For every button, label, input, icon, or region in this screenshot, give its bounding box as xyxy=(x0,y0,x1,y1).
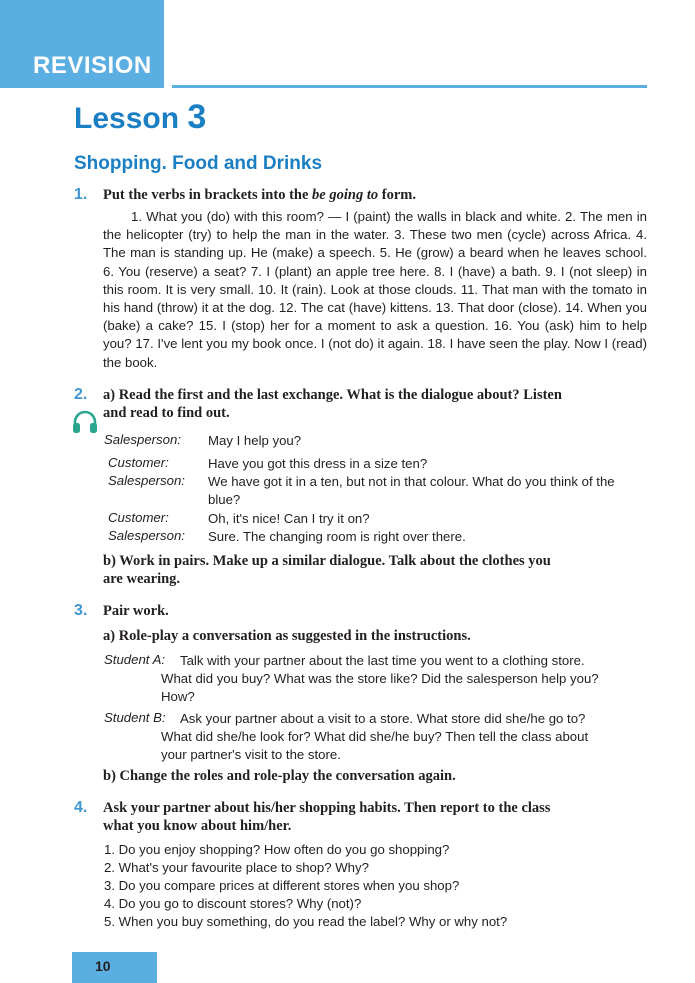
dialogue-speaker: Salesperson: xyxy=(108,528,185,543)
question-item: 1. Do you enjoy shopping? How often do you go shopping? xyxy=(104,842,450,857)
dialogue-speaker: Salesperson: xyxy=(108,473,185,488)
page-number: 10 xyxy=(95,958,111,974)
student-b-line-3: your partner's visit to the store. xyxy=(161,747,341,762)
student-a-line-2: What did you buy? What was the store like? Did the salesperson help you? xyxy=(161,671,599,686)
instruction-post: form. xyxy=(378,187,416,203)
exercise-3-title: Pair work. xyxy=(103,603,169,619)
student-a-label: Student A: xyxy=(104,652,166,667)
student-b-line-2: What did she/he look for? What did she/he buy? Then tell the class about xyxy=(161,729,589,744)
exercise-3-number: 3. xyxy=(74,602,88,619)
student-a-line-3: How? xyxy=(161,689,195,704)
student-b-label: Student B: xyxy=(104,710,166,725)
exercise-1-text: 1. What you (do) with this room? — I (paint) the walls in black and white. 2. The men in the helicopter (try) to help the man in the water. 3. These two men (cycle) across Africa. 4. The man is standing up. He (make) a speech. 5. He (grow) a beard when he leaves school. 6. You (reserve) a seat? 7. I (plant) an apple tree here. 8. I (have) a bath. 9. I (not sleep) in this room. It is very small. 10. It (rain). Look at those clouds. 11. That man with the tomato in his hand (throw) it at the dog. 12. The cat (have) kittens. 13. That door (close). 14. When you (bake) a cake? 15. I (stop) her for a moment to ask a question. 16. You (ask) him to help you? 17. I've lent you my book once. I (not do) it again. 18. I have seen the play. Now I (read) the book. xyxy=(103,209,647,370)
student-b-line-1: Ask your partner about a visit to a store. What store did she/he go to? xyxy=(180,711,586,726)
dialogue-line: Oh, it's nice! Can I try it on? xyxy=(208,511,370,526)
page-number-box xyxy=(72,952,157,983)
lesson-word: Lesson xyxy=(74,102,180,135)
section-label: REVISION xyxy=(33,52,152,79)
question-item: 5. When you buy something, do you read the label? Why or why not? xyxy=(104,914,508,929)
exercise-2-number: 2. xyxy=(74,386,88,403)
headphones-icon xyxy=(72,410,98,439)
question-item: 2. What's your favourite place to shop? Why? xyxy=(104,860,369,875)
exercise-2a-line-2: and read to find out. xyxy=(103,405,230,421)
dialogue-line: We have got it in a ten, but not in that colour. What do you think of the blue? xyxy=(208,474,615,508)
exercise-4-number: 4. xyxy=(74,799,88,816)
exercise-3b: b) Change the roles and role-play the conversation again. xyxy=(103,768,456,784)
exercise-2b-line-2: are wearing. xyxy=(103,571,181,587)
header-rule xyxy=(172,85,647,88)
exercise-3a: a) Role-play a conversation as suggested in the instructions. xyxy=(103,628,471,644)
instruction-pre: Put the verbs in brackets into the xyxy=(103,187,313,203)
student-a-line-1: Talk with your partner about the last time you went to a clothing store. xyxy=(180,653,585,668)
exercise-1-number: 1. xyxy=(74,186,88,203)
dialogue-line: May I help you? xyxy=(208,433,302,448)
exercise-2a-line-1: a) Read the first and the last exchange. What is the dialogue about? Listen xyxy=(103,387,562,403)
exercise-4-line-1: Ask your partner about his/her shopping habits. Then report to the class xyxy=(103,800,551,816)
instruction-em: be going to xyxy=(312,187,379,203)
dialogue-line: Have you got this dress in a size ten? xyxy=(208,456,428,471)
dialogue-speaker: Salesperson: xyxy=(104,432,181,447)
exercise-2b-line-1: b) Work in pairs. Make up a similar dialogue. Talk about the clothes you xyxy=(103,553,551,569)
dialogue-line: Sure. The changing room is right over there. xyxy=(208,529,466,544)
topic-heading: Shopping. Food and Drinks xyxy=(74,153,323,174)
exercise-1-instruction xyxy=(103,187,416,204)
lesson-title xyxy=(74,98,206,137)
lesson-number: 3 xyxy=(187,98,207,136)
question-item: 4. Do you go to discount stores? Why (not)? xyxy=(104,896,362,911)
dialogue-speaker: Customer: xyxy=(108,510,169,525)
question-item: 3. Do you compare prices at different stores when you shop? xyxy=(104,878,460,893)
dialogue-speaker: Customer: xyxy=(108,455,169,470)
exercise-4-line-2: what you know about him/her. xyxy=(103,818,292,834)
